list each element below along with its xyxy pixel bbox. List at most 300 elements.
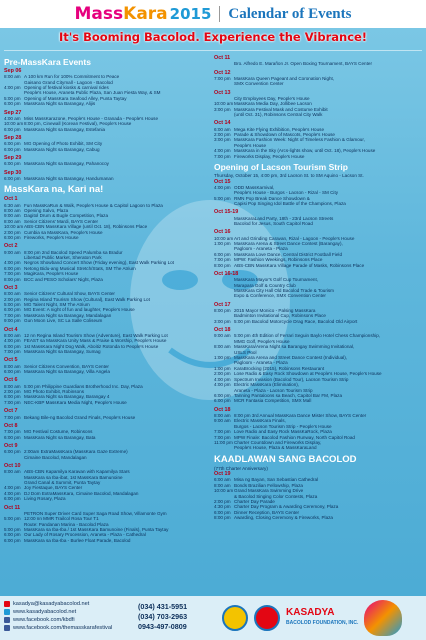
event-day <box>4 243 210 282</box>
event-time: 2:00 pm <box>214 132 231 138</box>
event-time: 4:00 pm <box>214 376 231 382</box>
event-time <box>4 455 24 460</box>
event-description: Mega Kite Flying Exhibition, People's House <box>234 126 324 132</box>
event-time: 5:00 pm <box>4 95 21 101</box>
masskara-mask-icon <box>364 600 402 636</box>
event-description: MassKara sa Iba-Iba / 1st MassKara Bamunoine (Finals), Punta Taytay <box>24 527 169 532</box>
event-time: 8:00 am <box>4 74 21 80</box>
event-time: 7:00 pm <box>4 349 21 355</box>
event-row <box>214 515 422 520</box>
event-time: 6:00 pm <box>214 251 231 257</box>
event-row <box>4 277 210 282</box>
charter-title: KAADLAWAN SANG BACOLOD <box>214 453 357 465</box>
event-description: 5:00 pm 4th Edition of Ferrari Seguin Baylo Hotel Chess Championship, <box>234 333 381 339</box>
event-time: 8:00 am <box>214 482 231 488</box>
event-description: People's House <box>234 142 267 148</box>
strip-subtitle-text: Thursday, October 15, 4:00 pm, 3rd Lacson St. to SM Aquino - Lacson St. <box>214 173 364 179</box>
kasadya-name: KASADYA <box>286 607 335 618</box>
event-description: RMN Pop Break Dance Showdown & <box>234 195 310 201</box>
event-time: 8:00 am <box>214 412 231 418</box>
event-description: Regina Island Tourism Show (Cultural), East Walk Parking Lot <box>24 296 150 302</box>
event-date: Sep 29 <box>4 155 22 162</box>
event-description: Araneta - Plaza - Lacson Tourism Strip <box>234 387 313 393</box>
event-time: 11:00 pm <box>214 439 233 445</box>
event-time: 1:00 pm <box>214 355 231 361</box>
event-description: MG Festival Costume, Robinsons <box>24 429 93 435</box>
event-description: 5:00 pm Philippine Guardians Brotherhood Inc. Day, Plaza <box>24 383 143 389</box>
event-date: Oct 17 <box>214 301 231 308</box>
event-date: Oct 8 <box>4 422 18 429</box>
event-row <box>4 435 210 440</box>
event-description: MassKara Night sa Barangay, Handumanan <box>24 175 114 181</box>
event-description: Tanning Pantaloons sa Beach, Capitol Bar FM, Plaza <box>234 392 343 398</box>
event-time <box>214 81 234 86</box>
event-row <box>4 538 210 543</box>
facebook-icon <box>4 617 10 623</box>
event-time: 6:00 pm <box>4 265 21 271</box>
event-description: MassKara Mayor's Golf Cup Tournament, <box>234 277 319 283</box>
event-time <box>214 445 234 450</box>
facebook-contact[interactable] <box>4 616 134 624</box>
brand-kara: Kara <box>123 4 168 24</box>
globe-icon <box>4 609 10 615</box>
event-time: 6:00 pm <box>4 394 21 400</box>
event-day <box>4 423 210 440</box>
event-time: 7:00 pm <box>4 312 21 318</box>
event-row <box>4 147 210 152</box>
event-description: Bekang Bile-ng Bacolod Grand Finals, People's House <box>24 414 136 420</box>
event-description: Capisi Pop Singing Idol Battle of the Champions, Plaza <box>234 200 346 206</box>
event-time: 9:00 am <box>214 333 231 339</box>
event-day <box>214 120 422 159</box>
event-description: Pagloom - Araneta - Plaza <box>234 360 288 366</box>
main-events-list <box>4 196 210 543</box>
event-description: MassKara Media Day, Jollibee Lacson <box>234 101 312 107</box>
event-description: MassKara Night sa Barangay, Alijis <box>24 101 96 107</box>
event-time: 6:00 pm <box>4 434 21 440</box>
facebook2-contact[interactable] <box>4 624 134 632</box>
event-description: 2:00am ExtraMassKara (MassKara Gaze Extreme) <box>24 449 128 455</box>
event-date: Sep 27 <box>4 109 22 116</box>
event-description: MassKaraLand Party, 18th - 23rd Lacson Streets <box>234 215 334 221</box>
event-description: MPW: Fashion Weekings, Robinsons Place <box>234 257 323 263</box>
event-description: ABS-CBN MassKara Village (until Oct. 18), Robinsons Place <box>24 224 148 230</box>
phone-1[interactable]: (034) 431-5951 <box>138 602 188 611</box>
event-time: 7:00 pm <box>4 399 21 405</box>
event-time: 4:00 pm <box>4 338 21 344</box>
event-description: MassKara sa Iba-ibat, 1st MassKara Bamunoine <box>24 474 123 480</box>
event-description: Cumbia sa MassKara, People's House <box>24 229 103 235</box>
event-description: Gaisano Grand Citymall - Lagoon - Bacolod <box>24 79 113 85</box>
event-date: Oct 18 <box>214 327 231 334</box>
event-time: 9:00 am <box>214 418 231 424</box>
left-column <box>4 55 210 546</box>
event-description: MassKara Night sa Barangay, Bata <box>24 434 96 440</box>
event-description: ABS-CBN Kapamilya Karavan with Kapamilya Stars <box>24 469 130 475</box>
event-date: Oct 2 <box>4 243 18 250</box>
event-time: 6:00 am <box>214 126 231 132</box>
event-day <box>214 90 422 118</box>
event-day <box>4 285 210 324</box>
event-row <box>214 398 422 403</box>
event-description: Fireworks Display, People's House <box>234 153 305 159</box>
event-description: Fireworks, People's House <box>24 234 79 240</box>
kasadya-sub: BACOLOD FOUNDATION, INC. <box>286 620 359 626</box>
event-day <box>214 271 422 299</box>
event-row <box>4 496 210 501</box>
event-description: 1st MassKara Night Dog Walk, Aboitiz Rotonda to People's House <box>24 343 159 349</box>
event-description: Charter Day Parade <box>234 499 275 504</box>
event-time: 7:00 pm <box>4 429 21 435</box>
event-time: 10:00 am <box>4 224 24 230</box>
event-time: 7:00 pm <box>214 434 231 440</box>
event-time <box>214 293 234 298</box>
event-description: MG Event: A night of fun and laughter, People's House <box>24 307 135 313</box>
event-description: Charter Countdown and Fireworks Display, <box>234 439 322 445</box>
event-description: FEAST sa MassKara Unity Mass & Praise & Worship, People's House <box>24 338 167 344</box>
event-time: 8:00 am <box>4 469 21 475</box>
event-day <box>4 135 210 152</box>
event-description: MassKara City Hall Old Bacolod Trade & Tourism <box>234 288 334 293</box>
event-time: 4:00 pm <box>4 85 21 91</box>
event-row <box>214 81 422 86</box>
event-description: MassKara/Arena Night sa Barangay Swimming Invitational, <box>234 344 355 350</box>
event-row <box>214 201 422 206</box>
event-date: Oct 1 <box>4 196 18 203</box>
event-day <box>4 155 210 167</box>
event-description: MG Photo Exhibit, Robinsons <box>24 389 85 395</box>
event-time: 2:00 pm <box>4 296 21 302</box>
sponsor-logos <box>222 598 422 638</box>
event-time: 9:00 am <box>4 249 21 255</box>
event-time: 3:00 pm <box>214 318 231 324</box>
event-description: Lose Radio & Easy Rock Showdown at People's House, People's House <box>234 371 382 377</box>
event-description: Senior Citizens' Cultural Show, BAYS Center <box>24 291 115 297</box>
event-description: Miss MassKarazone, People's House - Granada - People's House <box>24 115 159 121</box>
event-time: 8:00 am <box>4 291 21 297</box>
event-description: Living Rosary, Plaza <box>24 496 66 502</box>
event-description: (until Oct. 31), Robinsons Central City Walk <box>234 112 323 118</box>
event-time: 10:00 am <box>214 235 234 241</box>
event-row <box>4 101 210 106</box>
event-date: Oct 18 <box>214 406 231 413</box>
event-description: 2015 Mayor Monico - Palsing MassKara <box>234 308 316 314</box>
event-description: Electric MassKara Finals, <box>234 418 286 424</box>
event-row <box>214 221 422 226</box>
kasadya-logo <box>286 608 358 628</box>
event-row <box>214 293 422 298</box>
event-time: 8:00 pm <box>214 262 231 268</box>
event-time: 6:30 am <box>4 202 21 208</box>
event-date: Oct 6 <box>4 377 18 384</box>
event-description: 8:00 pm, Cinewall (Korean Festival), People's House <box>24 121 132 127</box>
event-date: Sep 30 <box>4 169 22 176</box>
event-time: 2:00 pm <box>214 499 231 504</box>
event-description: 5:00 pm Bacolod Motorcycle Drag Race, Bacolod Old Airport <box>234 318 358 324</box>
event-description: ABS-CBN MassKara Village Parade of Masks, Robinsons Place <box>234 262 365 268</box>
event-description: People's House, Plaza & MassKaraLand <box>234 445 317 451</box>
event-time: 2:00 pm <box>4 229 21 235</box>
event-description: Misa ng Bayan, San Sebastian Cathedral <box>234 477 319 483</box>
event-date: Oct 5 <box>4 357 18 364</box>
event-day <box>214 209 422 226</box>
event-time: 2:00 pm <box>4 389 21 395</box>
event-description: Cimaine Bacolod, Mandalagan <box>24 454 87 460</box>
event-time: 6:00 pm <box>214 509 231 515</box>
event-row <box>4 235 210 240</box>
event-description: 12 nn Regina Island Tourism Show (Adventure), East Walk Parking Lot <box>24 332 168 338</box>
event-description: MassKara Night sa Barangay, Villa Angela <box>24 369 110 375</box>
event-description: MassKara Festival Mask and Costume Exhibit <box>234 106 328 112</box>
event-description: MassKara Night sa Barangay, Barangay 4 <box>24 394 110 400</box>
event-time: 6:00 am <box>214 477 231 483</box>
event-time: 8:00 pm <box>4 276 21 282</box>
event-time: 6:00 pm <box>4 369 21 375</box>
event-description: SMX Convention Center <box>234 81 284 87</box>
contacts <box>4 600 134 632</box>
event-description: Love Radio and Easy Rock MassKaRock, Plaza <box>234 429 332 435</box>
event-row <box>4 318 210 323</box>
event-day <box>4 377 210 405</box>
event-description: Burgos - Lacson Tourism Strip - People's House <box>234 423 332 429</box>
event-time: 8:00 am <box>4 363 21 369</box>
event-description: MassKara Arena & Street Dance Contest (Barangay), <box>234 240 343 246</box>
event-time <box>214 112 234 117</box>
events-list-b <box>214 179 422 451</box>
event-day <box>4 463 210 502</box>
event-description: Bro. Alfredo E. Marañon Jr. Open Boxing Tournament, BAYS Center <box>234 61 372 67</box>
masskara-logo <box>75 4 212 24</box>
event-description: Badminton Invitational Cup, Robinsons Place <box>234 313 326 319</box>
event-description: Dagitol Drum & Bugle Competition, Plaza <box>24 213 109 219</box>
phone-2[interactable]: (034) 703-2963 <box>138 612 188 621</box>
event-time: 10:00 am <box>4 121 24 127</box>
event-description: ODD MassKarnival, <box>234 184 275 190</box>
event-time: 6:00 pm <box>4 146 21 152</box>
event-row <box>4 127 210 132</box>
event-description: City Employees Day, People's House <box>234 95 310 101</box>
event-description: DJ Dom ExtraMassKara, Cimaine Bacolod, Mandalagan <box>24 490 139 496</box>
event-description: Joy Fiestaque, BAYS Center <box>24 485 83 491</box>
event-date: Sep 28 <box>4 135 22 142</box>
event-date: Oct 11 <box>4 504 21 511</box>
event-description: MassKara Night sa Barangay, Cabug <box>24 146 100 152</box>
web-contact[interactable] <box>4 608 134 616</box>
event-row <box>214 112 422 117</box>
event-description: MagiKara, People's House <box>24 271 79 277</box>
event-date: Oct 13 <box>214 89 231 96</box>
event-day <box>214 327 422 403</box>
event-date: Oct 4 <box>4 326 18 333</box>
event-time: 6:00 pm <box>4 307 21 313</box>
event-description: Senior Citizens Convention, BAYS Center <box>24 363 109 369</box>
event-time: 5:00 pm <box>214 195 231 201</box>
event-time: 4:00 pm <box>214 382 231 388</box>
event-time: 8:00 am <box>4 383 21 389</box>
event-description: & Bacolod Singing Color Contests, Plaza <box>234 493 318 499</box>
event-row <box>4 415 210 420</box>
event-description: BCC and PESO Scholars' Night, Plaza <box>24 276 103 282</box>
events-list-a <box>214 55 422 159</box>
dot-seal-icon <box>254 605 280 631</box>
event-description: MassKara Love Dance, Central District Football Field <box>234 251 342 257</box>
pre-events-title: Pre-MassKara Events <box>4 57 91 67</box>
event-description: Charter Day Program & Awarding Ceremony, Plaza <box>234 504 339 510</box>
right-column <box>214 55 422 524</box>
event-time: 7:00 pm <box>214 429 231 435</box>
event-time: 6:00 pm <box>4 234 21 240</box>
event-description: Bacolod for Jesus, South Capitol Road <box>234 220 313 226</box>
event-time: 8:00 pm <box>214 308 231 314</box>
event-row <box>4 455 210 460</box>
event-time: 10:00 am <box>214 488 234 494</box>
phone-3[interactable]: 0943-497-0809 <box>138 622 187 631</box>
event-day <box>214 229 422 268</box>
event-day <box>214 471 422 520</box>
event-description: A 100 km Run for 100% Commitment to Peace <box>24 74 120 80</box>
event-description: Expo & Conference, SMX Convention Center <box>234 293 326 299</box>
event-time: 4:00 pm <box>4 260 21 266</box>
event-description: People's House, Araneta Public Plaza, San Juan Fiesta Way, & SM <box>24 90 161 96</box>
event-description: MassKara in the Sky (Arcs-lights show, until Oct. 18), People's House <box>234 148 376 154</box>
event-description: Opening of MassKara Seafood Alley, Punta Taytay <box>24 95 127 101</box>
event-time: 6:00 pm <box>4 126 21 132</box>
event-description: MCR Fantasia Competition, SMX Mall <box>234 398 312 404</box>
event-description: MMG Golf, People's House <box>234 338 290 344</box>
event-time: 8:00 am <box>4 207 21 213</box>
event-date: Oct 16-18 <box>214 270 239 277</box>
brand-year: 2015 <box>169 5 212 23</box>
event-day <box>4 505 210 544</box>
facebook2-text: www.facebook.com/themasskarafestival <box>13 625 113 631</box>
event-description: Awarding, Closing Ceremony & Fireworks, Plaza <box>234 515 333 521</box>
event-description: Our Lady of Rosary Procession, Araneta - Plaza - Cathedral <box>24 532 146 538</box>
event-day <box>4 357 210 374</box>
email-contact[interactable] <box>4 600 134 608</box>
event-description: MassKara Night sa Barangay, Sumag <box>24 349 101 355</box>
event-time: 7:00 pm <box>4 414 21 420</box>
email-icon <box>4 601 10 607</box>
event-row <box>4 161 210 166</box>
event-day <box>4 408 210 420</box>
charter-subtitle <box>214 466 422 471</box>
event-description: Pagloom - Araneta - Plaza <box>234 246 288 252</box>
event-day <box>214 70 422 87</box>
event-row <box>4 400 210 405</box>
event-day <box>214 302 422 324</box>
event-date: Sep 06 <box>4 68 22 74</box>
event-time: 8:00 am <box>4 332 21 338</box>
event-description: Libertad Public Market, Sheraton Park <box>24 254 102 260</box>
event-description: People's House - Burgos - Lacson - Rizal - SM City <box>234 190 339 196</box>
event-day <box>4 170 210 182</box>
event-day <box>4 327 210 355</box>
event-time <box>214 201 234 206</box>
facebook-icon <box>4 625 10 631</box>
event-time: 6:00 pm <box>4 496 21 502</box>
event-time: 8:00 am <box>214 344 231 350</box>
tagline: It's Booming Bacolod. Experience the Vibrance! <box>58 30 368 44</box>
event-day <box>4 110 210 132</box>
event-description: Parade & Showdown of Mascots, People's House <box>234 132 335 138</box>
event-description: 8:00 pm 3rd Annual MassKara Dance Mister Show, BAYS Center <box>234 412 367 418</box>
event-description: MassKara sa Iba-Iba - Burlee Float Parade, Bacolod <box>24 537 131 543</box>
event-description: Bonds Brazilian Fellowship, Plaza <box>234 482 303 488</box>
event-time <box>214 221 234 226</box>
event-row <box>4 176 210 181</box>
brand-mass: Mass <box>74 4 124 24</box>
event-time: 4:30 pm <box>214 504 231 510</box>
event-description: Opening of festival kiosks & carnival rides <box>24 85 109 91</box>
event-description: MassKara Fashion Week: Night of Timeless Fashion & Glamour, <box>234 137 365 143</box>
event-time: 6:00 pm <box>214 398 231 404</box>
event-time: 7:00 pm <box>214 75 231 81</box>
event-time: 10:00 am <box>214 101 234 107</box>
event-date: Oct 7 <box>4 408 18 415</box>
event-time: 1:00 pm <box>214 240 231 246</box>
event-row <box>214 154 422 159</box>
event-time: 5:00 pm <box>4 527 21 532</box>
event-description: Gun Moon Live, SC La Salle Coliseum <box>24 318 103 324</box>
event-time: 7:00 pm <box>214 257 231 263</box>
event-day <box>214 55 422 67</box>
event-time: 4:00 pm <box>4 490 21 496</box>
event-day <box>214 407 422 451</box>
event-description: 8:00 pm 2nd Bacolod Speed Palumba sa Bradur <box>24 249 123 255</box>
event-description: Netong Bidu-ang Musical Stretch/Stats, SM The Atrium <box>24 265 136 271</box>
event-description: Negros Showband Concert Show (Friday evening), East Walk Parking Lot <box>24 260 174 266</box>
event-description: Dinner Reception, BAYS Center <box>234 509 300 515</box>
event-description: Electric MassKara (Elimination), <box>234 382 300 388</box>
event-day <box>4 68 210 107</box>
event-time: 8:00 am <box>4 218 21 224</box>
event-time: 7:00 pm <box>4 271 21 277</box>
event-row <box>214 319 422 324</box>
event-time: 1:00 pm <box>214 365 231 371</box>
event-date: Oct 9 <box>4 442 18 449</box>
event-time: 3:00 pm <box>214 137 231 143</box>
event-description: MassKara Night sa Barangay, Pahanocoy <box>24 161 109 167</box>
event-time: 6:00 pm <box>4 537 21 543</box>
event-description: Marapara Golf & Country Club <box>234 282 296 288</box>
event-date: Oct 12 <box>214 69 231 76</box>
event-time: 6:00 pm <box>4 101 21 107</box>
event-description: MassKara Night sa Barangay, Mandalagan <box>24 312 112 318</box>
event-time: 4:00 pm <box>214 148 231 154</box>
event-description: MPW Finale: Bacolod Fashion Runway, North Capitol Road <box>234 434 355 440</box>
event-description: Grand Canal & Summit, Punta Taytay <box>24 479 101 485</box>
event-description: PETRON Super Driver Card Super Saga Road Show, Villamonte Gym <box>24 510 167 516</box>
calendar-title: Calendar of Events <box>228 5 352 22</box>
event-time: 6:00 pm <box>4 343 21 349</box>
event-description: 12:00 nn MMR Trailcol Rosa Tour T1 <box>24 516 99 522</box>
event-date: Oct 15 <box>214 178 231 185</box>
event-date: Oct 3 <box>4 284 18 291</box>
event-row <box>214 263 422 268</box>
event-description: MassKara Arena and Street Dance Contest (Individual), <box>234 355 348 361</box>
event-time: 3:00 pm <box>214 106 231 112</box>
event-time: 6:00 pm <box>4 532 21 538</box>
event-time: 7:00 pm <box>214 153 231 159</box>
event-date: Oct 19 <box>214 471 231 478</box>
city-seal-icon <box>222 605 248 631</box>
events-list-c <box>214 471 422 520</box>
event-time: 4:00 pm <box>214 184 231 190</box>
email-text: kasadya@kasadyabacolod.net <box>13 601 90 607</box>
event-description: MG Opening of Photo Exhibit, SM City <box>24 141 103 147</box>
event-time: 2:00 pm <box>214 371 231 377</box>
event-time: 6:00 pm <box>214 392 231 398</box>
